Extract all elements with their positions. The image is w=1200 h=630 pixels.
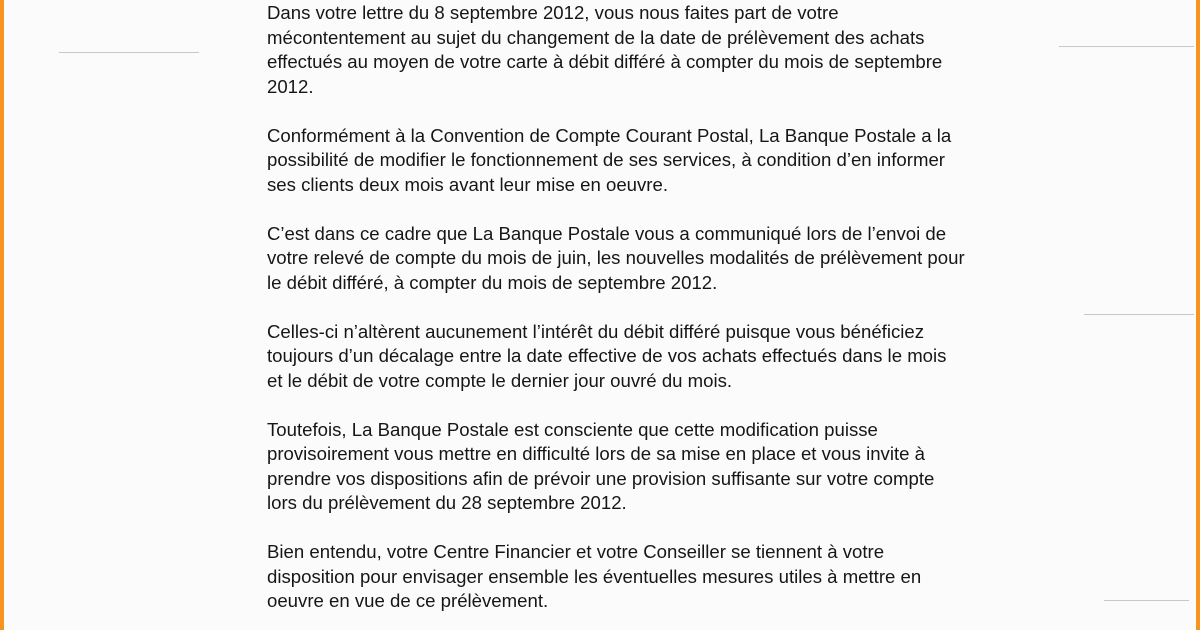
letter-line: C’est dans ce cadre que La Banque Postale vous a communiqué lors de l’envoi de xyxy=(267,222,947,244)
letter-line: Toutefois, La Banque Postale est consciente que cette modification puisse xyxy=(267,418,878,440)
letter-line: prendre vos dispositions afin de prévoir une provision suffisante sur votre compte xyxy=(267,467,935,489)
scan-artifact xyxy=(1059,46,1194,47)
letter-paragraph xyxy=(267,418,1067,516)
letter-paragraph xyxy=(267,1,1067,99)
letter-line: disposition pour envisager ensemble les éventuelles mesures utiles à mettre en xyxy=(267,565,922,587)
letter-paragraph xyxy=(267,320,1067,394)
letter-line: Conformément à la Convention de Compte Courant Postal, La Banque Postale a la xyxy=(267,124,952,146)
letter-line: mécontentement au sujet du changement de la date de prélèvement des achats xyxy=(267,26,925,48)
letter-line: Celles-ci n’altèrent aucunement l’intérêt du débit différé puisque vous bénéficiez xyxy=(267,320,925,342)
letter-line: votre relevé de compte du mois de juin, les nouvelles modalités de prélèvement pour xyxy=(267,247,965,268)
letter-line: toujours d’un décalage entre la date effective de vos achats effectués dans le mois xyxy=(267,345,947,366)
letter-paragraph xyxy=(267,222,1067,296)
letter-line: ses clients deux mois avant leur mise en oeuvre. xyxy=(267,173,668,195)
letter-line: provisoirement vous mettre en difficulté lors de sa mise en place et vous invite à xyxy=(267,443,925,464)
letter-line: le débit différé, à compter du mois de septembre 2012. xyxy=(267,271,718,293)
letter-line: Dans votre lettre du 8 septembre 2012, vous nous faites part de votre xyxy=(267,2,839,23)
letter-line: effectués au moyen de votre carte à débit différé à compter du mois de septembre xyxy=(267,51,943,72)
letter-line: 2012. xyxy=(267,75,314,97)
letter-body xyxy=(267,1,1067,630)
scan-artifact xyxy=(1104,600,1189,601)
letter-line: Bien entendu, votre Centre Financier et votre Conseiller se tiennent à votre xyxy=(267,541,885,562)
letter-line: et le débit de votre compte le dernier jour ouvré du mois. xyxy=(267,369,733,391)
letter-line: lors du prélèvement du 28 septembre 2012. xyxy=(267,492,627,513)
scan-artifact xyxy=(1084,314,1194,315)
letter-paragraph xyxy=(267,124,1067,198)
letter-line: oeuvre en vue de ce prélèvement. xyxy=(267,590,549,611)
letter-paragraph xyxy=(267,540,1067,614)
letter-line: possibilité de modifier le fonctionnement de ses services, à condition d’en informer xyxy=(267,149,945,170)
scan-artifact xyxy=(59,52,199,53)
